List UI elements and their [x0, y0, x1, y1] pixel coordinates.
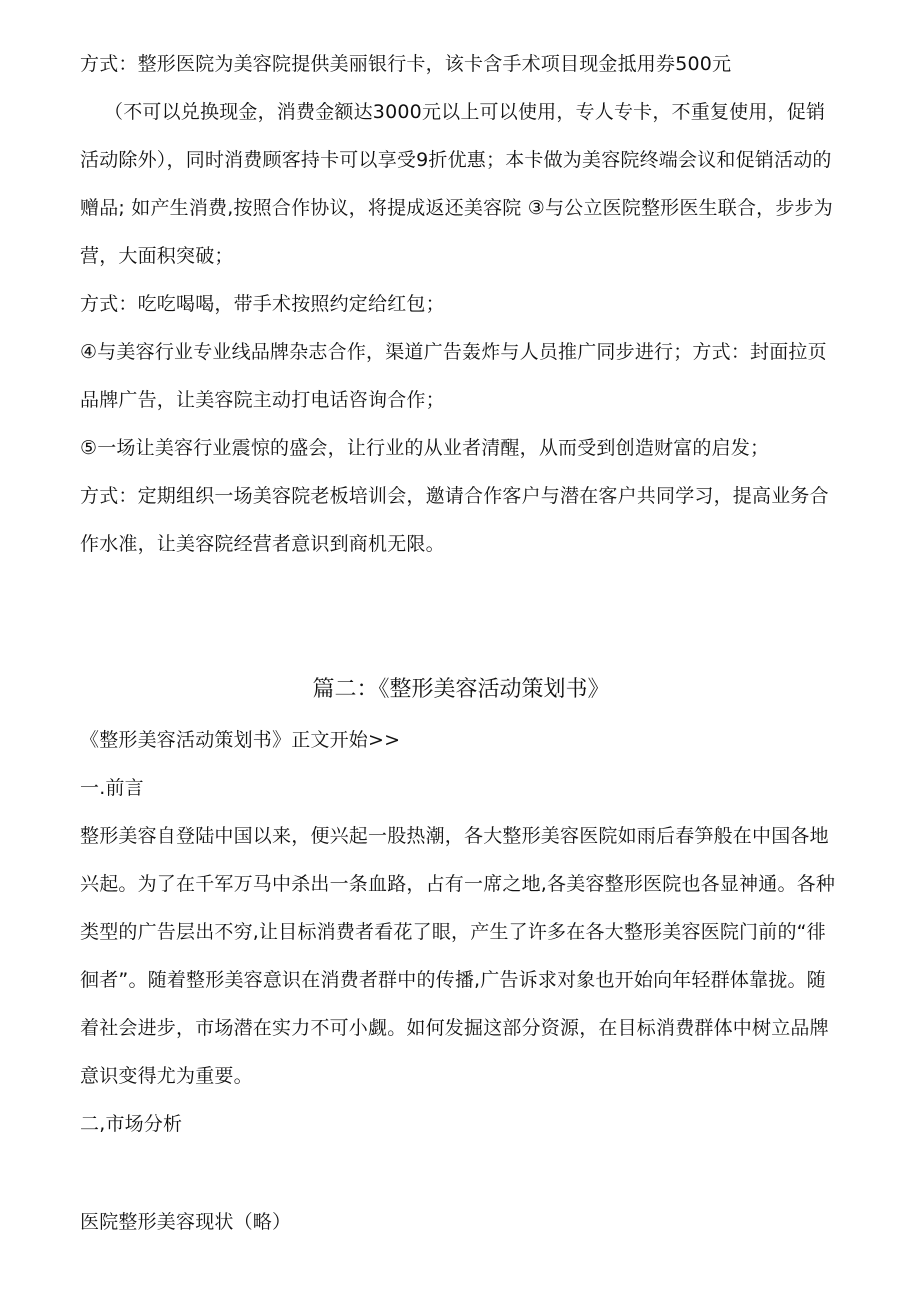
method-card-line: 方式：整形医院为美容院提供美丽银行卡，该卡含手术项目现金抵用券500元 [80, 53, 732, 75]
training-paragraph: 方式：定期组织一场美容院老板培训会，邀请合作客户与潜在客户共同学习，提高业务合作水准，让美容院经营者意识到商机无限。 [80, 485, 829, 555]
preface-paragraph: 整形美容自登陆中国以来，便兴起一股热潮，各大整形美容医院如雨后春笋般在中国各地兴起。为了在千军万马中杀出一条血路，占有一席之地,各美容整形医院也各显神通。各种类型的广告层出不穷,让目标消费者看花了眼，产生了许多在各大整形美容医院门前的“徘徊者”。随着整形美容意识在消费者群中的传播,广告诉求对象也开始向年轻群体靠拢。随着社会进步，市场潜在实力不可小觑。如何发掘这部分资源，在目标消费群体中树立品牌意识变得尤为重要。 [80, 825, 836, 1087]
card-detail-paragraph: （不可以兑换现金，消费金额达3000元以上可以使用，专人专卡，不重复使用，促销活动除外），同时消费顾客持卡可以享受9折优惠；本卡做为美容院终端会议和促销活动的赠品; 如产生消费,按照合作协议，将提成返还美容院 ③与公立医院整形医生联合，步步为营，大面积突破； [80, 101, 833, 267]
market-heading: 二,市场分析 [80, 1113, 183, 1135]
status-line: 医院整形美容现状（略） [80, 1211, 292, 1233]
magazine-paragraph: ④与美容行业专业线品牌杂志合作，渠道广告轰炸与人员推广同步进行；方式：封面拉页品牌广告，让美容院主动打电话咨询合作； [80, 341, 827, 411]
method-eat-line: 方式：吃吃喝喝，带手术按照约定给红包； [80, 293, 445, 315]
text-start-line: 《整形美容活动策划书》正文开始>> [80, 729, 401, 751]
preface-heading: 一.前言 [80, 777, 144, 799]
section-title: 篇二：《整形美容活动策划书》 [312, 677, 610, 702]
event-line: ⑤一场让美容行业震惊的盛会，让行业的从业者清醒，从而受到创造财富的启发； [80, 437, 770, 459]
